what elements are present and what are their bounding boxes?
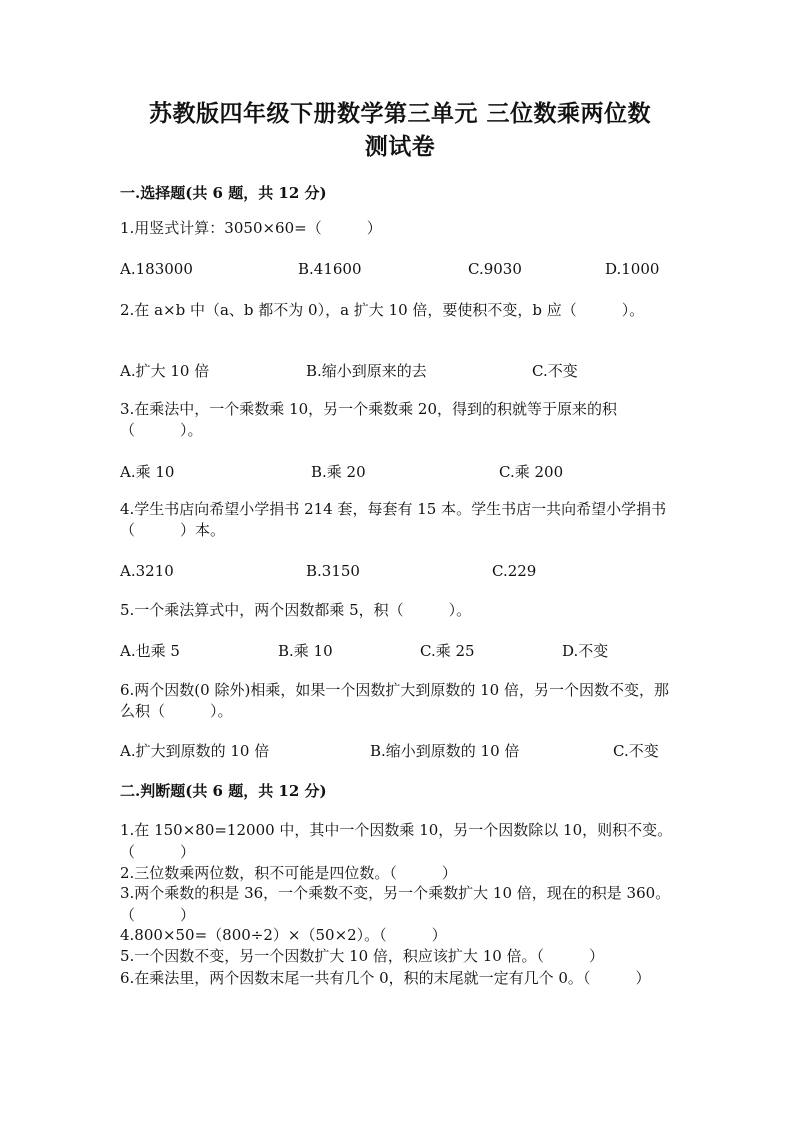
q3-option-a: A.乘 10 [120,463,175,481]
q5-option-d: D.不变 [562,642,609,660]
q6-option-c: C.不变 [613,742,659,760]
judge-item-2: 2.三位数乘两位数，积不可能是四位数。（ ） [120,864,457,882]
q2-option-a: A.扩大 10 倍 [120,362,210,380]
question-3: 3.在乘法中，一个乘数乘 10，另一个乘数乘 20，得到的积就等于原来的积（ ）。 [120,400,618,439]
question-2: 2.在 a×b 中（a、b 都不为 0），a 扩大 10 倍，要使积不变，b 应（ ）。 [120,301,645,319]
q2-option-b: B.缩小到原来的去 [306,362,427,380]
section-heading-choice: 一.选择题(共 6 题，共 12 分) [120,184,327,202]
q3-option-c: C.乘 200 [499,463,564,481]
q6-option-a: A.扩大到原数的 10 倍 [120,742,270,760]
page-title: 苏教版四年级下册数学第三单元 三位数乘两位数 [148,100,651,127]
q1-option-c: C.9030 [468,260,522,278]
q5-option-c: C.乘 25 [420,642,475,660]
q5-option-a: A.也乘 5 [120,642,180,660]
question-6: 6.两个因数(0 除外)相乘，如果一个因数扩大到原数的 10 倍，另一个因数不变，那么积（ ）。 [120,681,669,720]
q2-option-c: C.不变 [532,362,578,380]
judge-item-5: 5.一个因数不变，另一个因数扩大 10 倍，积应该扩大 10 倍。（ ） [120,947,605,965]
judge-item-1: 1.在 150×80=12000 中，其中一个因数乘 10，另一个因数除以 10，则积不变。（ ） [120,821,673,861]
question-1: 1.用竖式计算：3050×60=（ ） [120,219,382,237]
question-5: 5.一个乘法算式中，两个因数都乘 5，积（ ）。 [120,601,472,619]
q5-option-b: B.乘 10 [278,642,333,660]
q6-option-b: B.缩小到原数的 10 倍 [370,742,520,760]
q1-option-b: B.41600 [298,260,362,278]
q1-option-d: D.1000 [605,260,660,278]
q4-option-b: B.3150 [306,562,360,580]
q4-option-c: C.229 [492,562,537,580]
page-title-line2: 测试卷 [364,133,436,160]
q4-option-a: A.3210 [120,562,174,580]
judge-item-3: 3.两个乘数的积是 36，一个乘数不变，另一个乘数扩大 10 倍，现在的积是 360。（ ） [120,884,671,924]
judge-item-4: 4.800×50=（800÷2）×（50×2）。（ ） [120,926,447,944]
judge-item-6: 6.在乘法里，两个因数末尾一共有几个 0，积的末尾就一定有几个 0。（ ） [120,969,651,987]
q1-option-a: A.183000 [120,260,193,278]
question-4: 4.学生书店向希望小学捐书 214 套，每套有 15 本。学生书店一共向希望小学捐书（ ）本。 [120,500,667,539]
section-heading-judge: 二.判断题(共 6 题，共 12 分) [120,782,327,800]
q3-option-b: B.乘 20 [311,463,366,481]
